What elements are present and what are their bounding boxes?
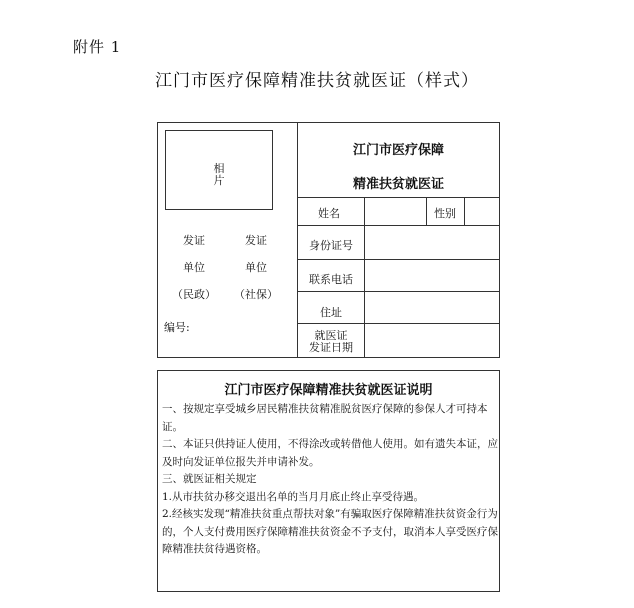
explanation-line: 三、就医证相关规定 <box>162 473 257 485</box>
column-divider <box>364 197 365 357</box>
card-title-line2: 精准扶贫就医证 <box>352 177 444 192</box>
row-divider <box>297 225 499 226</box>
id-number-label: 身份证号 <box>309 239 353 252</box>
explanation-body <box>162 401 498 559</box>
explanation-line: 1.从市扶贫办移交退出名单的当月月底止终止享受待遇。 <box>162 490 425 503</box>
explanation-line: 一、按规定享受城乡居民精准扶贫精准脱贫医疗保障的参保人才可持本证。 <box>162 403 488 433</box>
address-label: 住址 <box>320 306 342 319</box>
certificate-card <box>157 122 500 358</box>
row-divider <box>297 323 499 324</box>
photo-label: 相 片 <box>213 162 225 187</box>
name-label: 姓名 <box>318 207 340 220</box>
issuer-social-security: 发证 单位 （社保） <box>234 234 278 301</box>
phone-label: 联系电话 <box>309 273 353 286</box>
column-divider <box>464 197 465 225</box>
explanation-title: 江门市医疗保障精准扶贫就医证说明 <box>224 383 433 398</box>
explanation-line: 2.经核实发现“精准扶贫重点帮扶对象”有骗取医疗保障精准扶贫资金行为的，个人支付费用医疗保障精准扶贫资金不予支付，取消本人享受医疗保障精准扶贫待遇资格。 <box>162 508 498 555</box>
row-divider <box>297 259 499 260</box>
row-divider <box>297 291 499 292</box>
explanation-line: 二、本证只供持证人使用，不得涂改或转借他人使用。如有遗失本证，应及时向发证单位报失并申请补发。 <box>162 438 498 468</box>
row-divider <box>297 197 499 198</box>
gender-label: 性别 <box>434 207 456 220</box>
explanation-box <box>157 370 500 592</box>
document-title: 江门市医疗保障精准扶贫就医证（样式） <box>155 71 479 91</box>
card-title-line1: 江门市医疗保障 <box>352 143 444 158</box>
issuer-civil-affairs: 发证 单位 （民政） <box>172 234 216 301</box>
attachment-label: 附件 1 <box>73 38 122 56</box>
issue-date-label: 就医证 发证日期 <box>309 329 353 354</box>
serial-number-label: 编号: <box>164 321 190 334</box>
photo-box <box>165 130 273 210</box>
